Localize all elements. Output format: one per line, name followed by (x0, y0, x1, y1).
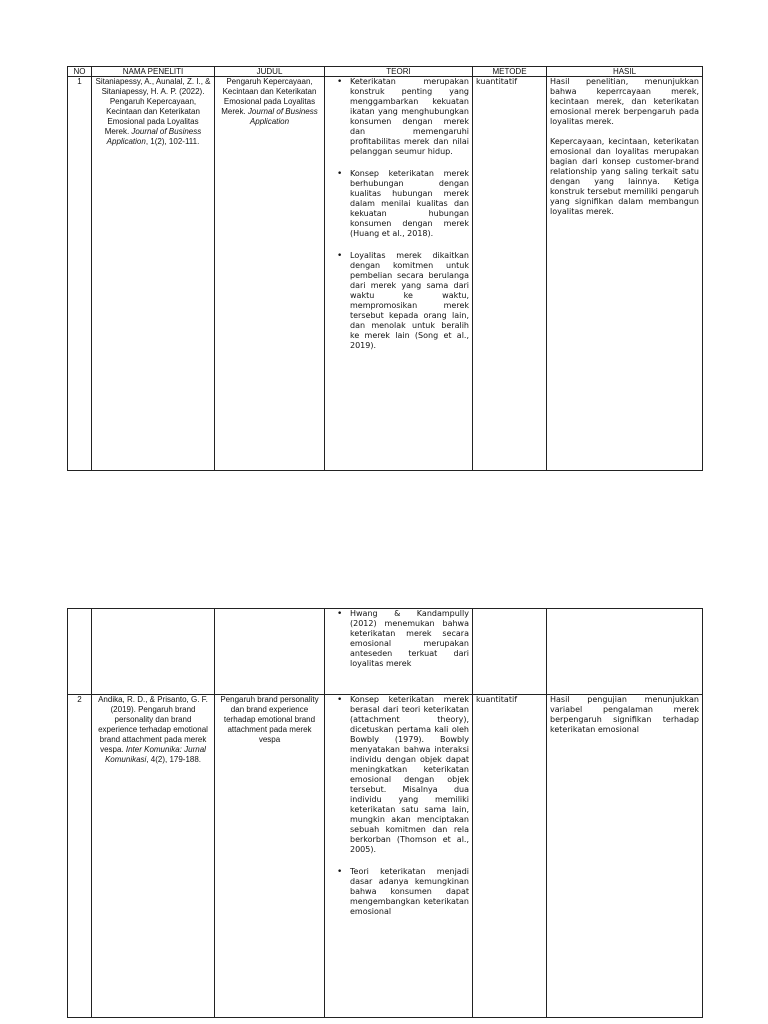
cell-teori (325, 609, 473, 695)
teori-item: • Loyalitas merek dikaitkan dengan komitmen untuk pembelian secara berulanga dari merek yang sama dari waktu ke waktu, mempromosikan merek tersebut kepada orang lain, dan menolak untuk beralih ke merek lain (Song et al., 2019). (350, 251, 469, 351)
table-row (68, 77, 703, 471)
cell-metode: kuantitatif (473, 77, 547, 471)
cell-judul (215, 609, 325, 695)
header-teori: TEORI (325, 67, 473, 77)
cell-no: 2 (68, 695, 92, 1018)
teori-list (328, 609, 469, 669)
citation-text: Andika, R. D., & Prisanto, G. F. (2019). Pengaruh brand personality dan brand experience terhadap emotional brand attachment pada merek vespa. (98, 695, 208, 754)
cell-hasil (547, 77, 703, 471)
header-hasil: HASIL (547, 67, 703, 77)
citation-tail: , 1(2), 102-111. (145, 137, 200, 146)
cell-judul: Pengaruh brand personality dan brand experience terhadap emotional brand attachment pada merek vespa (215, 695, 325, 1018)
cell-nama-peneliti (92, 609, 215, 695)
teori-item: • Hwang & Kandampully (2012) menemukan bahwa keterikatan merek secara emosional merupakan anteseden terkuat dari loyalitas merek (350, 609, 469, 669)
journal-name: Journal of Business Application (106, 127, 202, 146)
header-metode: METODE (473, 67, 547, 77)
teori-list (328, 77, 469, 351)
table-header-row (68, 67, 703, 77)
hasil-paragraph: Kepercayaan, kecintaan, keterikatan emosional dan loyalitas merupakan bagian dari konsep customer-brand relationship yang saling terkait satu dengan yang lainnya. Ketiga konstruk tersebut memiliki pengaruh yang signifikan dalam membangun loyalitas merek. (550, 137, 699, 216)
hasil-paragraph: Hasil pengujian menunjukkan variabel pengalaman merek berpengaruh signifikan terhadap keterikatan emosional (550, 695, 699, 734)
journal-name: Inter Komunika: Jurnal Komunikasi (104, 745, 206, 764)
citation-text: Sitaniapessy, A., Aunalal, Z. I., & Sitaniapessy, H. A. P. (2022). Pengaruh Kepercayaan, Kecintaan dan Keterikatan Emosional pada Loyalitas Merek. (95, 77, 211, 136)
cell-metode (473, 609, 547, 695)
cell-no (68, 609, 92, 695)
table-row (68, 695, 703, 1018)
header-no: NO (68, 67, 92, 77)
cell-hasil (547, 609, 703, 695)
cell-metode: kuantitatif (473, 695, 547, 1018)
teori-item: • Konsep keterikatan merek berhubungan dengan kualitas hubungan merek dalam menilai kualitas dan kekuatan hubungan konsumen dengan merek (Huang et al., 2018). (350, 169, 469, 239)
literature-table-page-1 (67, 66, 703, 471)
hasil-paragraph: Hasil penelitian, menunjukkan bahwa keperrcayaan merek, kecintaan merek, dan keterikatan emosional merek berpengaruh pada loyalitas merek. (550, 77, 699, 126)
cell-hasil (547, 695, 703, 1018)
cell-teori (325, 695, 473, 1018)
cell-nama-peneliti (92, 695, 215, 1018)
teori-item: • Konsep keterikatan merek berasal dari teori keterikatan (attachment theory), dicetuskan pertama kali oleh Bowbly (1979). Bowbly menyatakan bahwa interaksi individu dengan objek dapat meningkatkan keterikatan emosional dengan objek tersebut. Misalnya dua individu yang memiliki keterikatan satu sama lain, mungkin akan menciptakan sebuah komitmen dan rela berkorban (Thomson et al., 2005). (350, 695, 469, 855)
teori-item: • Teori keterikatan menjadi dasar adanya kemungkinan bahwa konsumen dapat mengembangkan keterikatan emosional (350, 867, 469, 917)
table-row-continuation (68, 609, 703, 695)
cell-nama-peneliti (92, 77, 215, 471)
citation-tail: , 4(2), 179-188. (146, 755, 202, 764)
teori-list (328, 695, 469, 917)
judul-text: Pengaruh Kepercayaan, Kecintaan dan Keterikatan Emosional pada Loyalitas Merek. (221, 77, 317, 116)
header-nama-peneliti: NAMA PENELITI (92, 67, 215, 77)
literature-table-page-2 (67, 608, 703, 1018)
teori-item: • Keterikatan merupakan konstruk penting yang menggambarkan kekuatan ikatan yang menghubungkan konsumen dengan merek dan memengaruhi profitabilitas merek dan nilai pelanggan seumur hidup. (350, 77, 469, 157)
cell-judul (215, 77, 325, 471)
header-judul: JUDUL (215, 67, 325, 77)
judul-journal: Journal of Business Application (247, 107, 318, 126)
cell-no: 1 (68, 77, 92, 471)
cell-teori (325, 77, 473, 471)
